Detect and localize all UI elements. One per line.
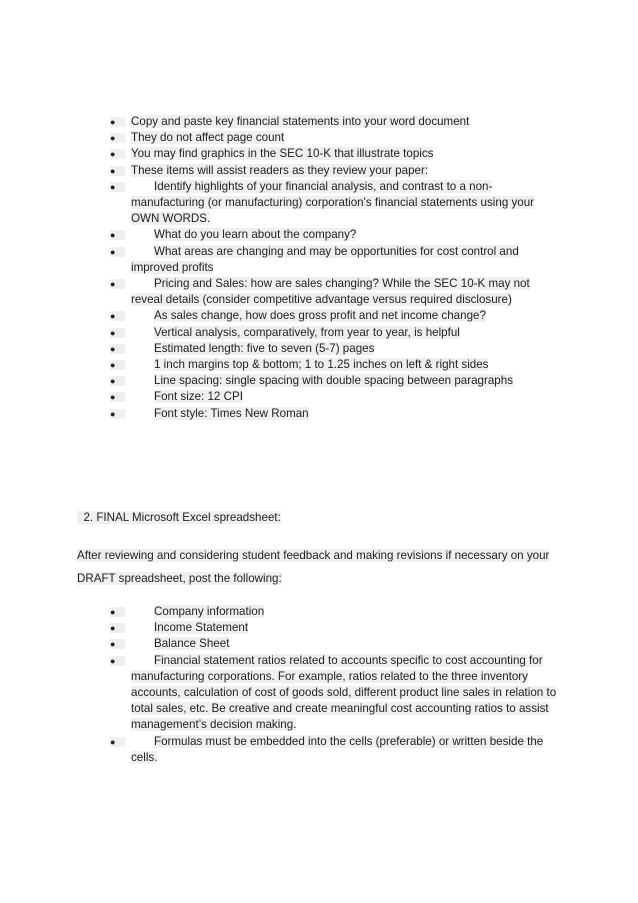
list-item-text: Copy and paste key financial statements into your word document — [131, 115, 470, 128]
list-item — [0, 244, 638, 276]
list-item-text: Balance Sheet — [154, 637, 230, 651]
bullet-icon: ● — [110, 734, 131, 750]
bullet-icon: ● — [110, 373, 131, 389]
list-item-text: Company information — [154, 605, 265, 618]
list-item-text: 1 inch margins top & bottom; 1 to 1.25 inches on left & right sides — [154, 358, 489, 372]
list-item-text: These items will assist readers as they review your paper: — [131, 163, 429, 177]
list-item — [0, 308, 638, 324]
list-item-text: What do you learn about the company? — [154, 228, 357, 242]
bullet-icon: ● — [110, 244, 131, 260]
list-item — [0, 734, 638, 766]
list-item — [0, 389, 638, 405]
list-item — [0, 620, 638, 636]
bullet-icon: ● — [110, 620, 131, 636]
list-item — [0, 179, 638, 228]
list-item — [0, 130, 638, 146]
list-item-text: Vertical analysis, comparatively, from year to year, is helpful — [154, 325, 460, 339]
list-item-text: As sales change, how does gross profit and net income change? — [154, 309, 486, 323]
bullet-icon: ● — [110, 130, 131, 146]
instructions-paragraph-text: After reviewing and considering student feedback and making revisions if necessary on your DRAFT spreadsheet, post the following: — [77, 549, 550, 585]
bullet-icon: ● — [110, 163, 131, 179]
list-item — [0, 276, 638, 308]
bullet-icon: ● — [110, 636, 131, 652]
list-item — [0, 227, 638, 243]
list-item — [0, 406, 638, 422]
list-item-text: You may find graphics in the SEC 10-K that illustrate topics — [131, 147, 434, 161]
list-item — [0, 653, 638, 734]
spreadsheet-requirements-list — [0, 604, 638, 766]
list-item — [0, 114, 638, 130]
bullet-icon: ● — [110, 276, 131, 292]
list-item-text: Font size: 12 CPI — [154, 390, 243, 404]
paper-requirements-list — [0, 114, 638, 422]
bullet-icon: ● — [110, 604, 131, 620]
bullet-icon: ● — [110, 114, 131, 130]
instructions-paragraph — [77, 545, 567, 590]
list-item-text: Financial statement ratios related to accounts specific to cost accounting for manufacturing corporations. For example, ratios related to the three inventory accounts, calculation of cost of goods sold, different product line sales in relation to total sales, etc. Be creative and create meaningful cost accounting ratios to assist management’s decision making. — [131, 653, 557, 732]
bullet-icon: ● — [110, 227, 131, 243]
list-item — [0, 341, 638, 357]
bullet-icon: ● — [110, 406, 131, 422]
section-heading — [77, 510, 281, 526]
list-item — [0, 146, 638, 162]
list-item-text: Estimated length: five to seven (5-7) pages — [154, 341, 375, 355]
list-item — [0, 636, 638, 652]
list-item-text: Font style: Times New Roman — [154, 406, 309, 420]
list-item — [0, 163, 638, 179]
list-item-text: Formulas must be embedded into the cells (preferable) or written beside the cells. — [131, 734, 544, 764]
bullet-icon: ● — [110, 357, 131, 373]
list-item-text: Line spacing: single spacing with double spacing between paragraphs — [154, 374, 514, 388]
list-item — [0, 604, 638, 620]
list-item-text: What areas are changing and may be opportunities for cost control and improved profits — [131, 244, 519, 274]
list-item-text: They do not affect page count — [131, 131, 285, 145]
bullet-icon: ● — [110, 146, 131, 162]
bullet-icon: ● — [110, 308, 131, 324]
bullet-icon: ● — [110, 325, 131, 341]
bullet-icon: ● — [110, 179, 131, 195]
list-item-text: Income Statement — [154, 621, 249, 635]
list-item-text: Identify highlights of your financial analysis, and contrast to a non-manufacturing (or manufacturing) corporation's financial statements using your OWN WORDS. — [131, 179, 535, 226]
list-item — [0, 357, 638, 373]
list-item — [0, 373, 638, 389]
list-item — [0, 325, 638, 341]
list-item-text: Pricing and Sales: how are sales changing? While the SEC 10-K may not reveal details (consider competitive advantage versus required disclosure) — [131, 277, 530, 307]
bullet-icon: ● — [110, 653, 131, 669]
section-heading-text: 2. FINAL Microsoft Excel spreadsheet: — [77, 511, 281, 524]
bullet-icon: ● — [110, 341, 131, 357]
bullet-icon: ● — [110, 389, 131, 405]
